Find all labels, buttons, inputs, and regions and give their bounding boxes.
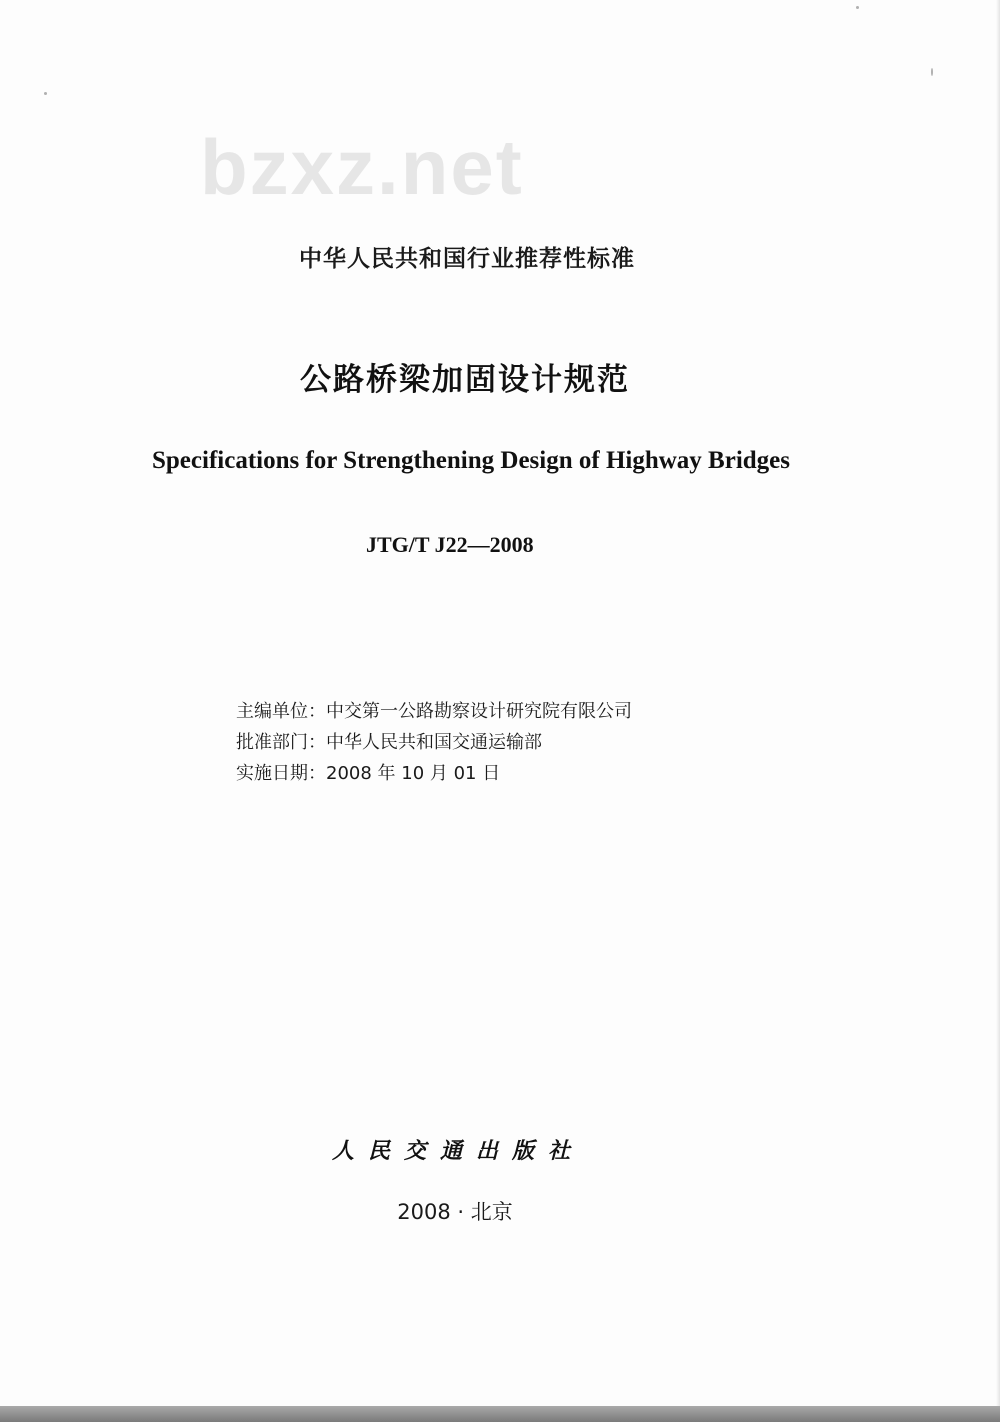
publication-year-place: 2008 · 北京 bbox=[397, 1200, 513, 1224]
standard-code: JTG/T J22—2008 bbox=[366, 532, 534, 557]
chief-editor-unit: 主编单位：中交第一公路勘察设计研究院有限公司 bbox=[236, 701, 632, 722]
title-english: Specifications for Strengthening Design of Highway Bridges bbox=[152, 447, 790, 474]
implementation-date: 实施日期：2008 年 10 月 01 日 bbox=[236, 763, 501, 784]
standard-category: 中华人民共和国行业推荐性标准 bbox=[299, 246, 635, 272]
scan-bottom-bar bbox=[0, 1406, 1000, 1422]
publisher-name: 人民交通出版社 bbox=[331, 1138, 584, 1164]
watermark: bzxz.net bbox=[200, 123, 524, 211]
scan-speck bbox=[856, 6, 859, 9]
scan-speck bbox=[931, 68, 933, 76]
scan-speck bbox=[44, 92, 47, 95]
scan-edge-shadow bbox=[996, 0, 1000, 1406]
approving-department: 批准部门：中华人民共和国交通运输部 bbox=[236, 732, 542, 753]
title-chinese: 公路桥梁加固设计规范 bbox=[300, 362, 630, 398]
info-block bbox=[236, 696, 632, 789]
